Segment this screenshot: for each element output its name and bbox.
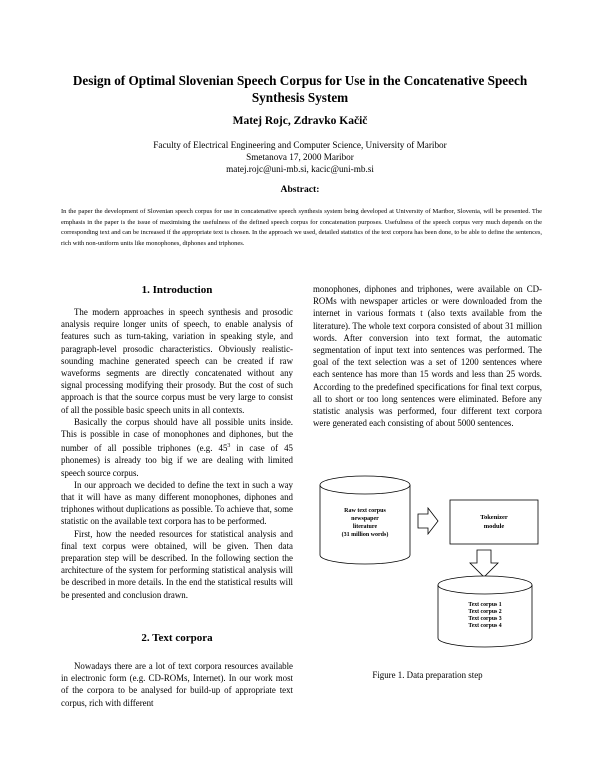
text-corpora-body-continued: [313, 283, 542, 429]
abstract-text: In the paper the development of Slovenian speech corpus for use in concatenative speech synthesis system being developed at University of Maribor, Slovenia, will be presented. The emphasis in the paper is the issue of maximising the usefulness of the defined speech corpus for concatenation purposes. Usefulness of the speech corpus very much depends on the corresponding text and can be increased if the appropriate text is chosen. In the approach we used, detailed statistics of the text corpora has been done, to be able to define the sentences, rich with non-uniform units like monophones, diphones and triphones.: [61, 208, 542, 247]
affiliation-line: Faculty of Electrical Engineering and Computer Science, University of Maribor: [153, 140, 447, 150]
tokenizer-label: module: [483, 523, 505, 530]
paragraph: The modern approaches in speech synthesis and prosodic analysis require longer units of speech, to enable analysis of features such as turn-taking, variation in speaking style, and paragraph-level prosodic characteristics. Obviously realistic-sounding machine generated speech can be created if raw waveforms segments are directly concatenated without any signal processing modifying their prosody. But the cost of such approach is that the source corpus must be very large to consist of all the possible basic speech units in all contexts.: [61, 307, 293, 415]
raw-corpus-label: Raw text corpus: [344, 508, 386, 514]
introduction-body: [61, 306, 293, 601]
paragraph: Nowadays there are a lot of text corpora resources available in electronic form (e.g. CD-ROMs, Internet). In our work most of the corpora to be analysed for build-up of appropriate text corpus, rich with different: [61, 661, 293, 708]
paper-title: Design of Optimal Slovenian Speech Corpus for Use in the Concatenative Speech Synthesis System: [72, 73, 528, 105]
figure-caption: Figure 1. Data preparation step: [372, 670, 483, 680]
text-corpus-label: Text corpus 2: [468, 609, 502, 615]
text-corpus-label: Text corpus 1: [468, 602, 502, 608]
raw-corpus-label: (31 million words): [341, 532, 389, 538]
tokenizer-box: [450, 500, 538, 544]
raw-corpus-label: newspaper: [351, 516, 379, 522]
figure-data-preparation: [310, 470, 550, 650]
paper-authors: Matej Rojc, Zdravko Kačič: [232, 115, 368, 127]
abstract-heading: Abstract:: [280, 184, 320, 195]
raw-corpus-label: literature: [352, 524, 378, 530]
section-heading-introduction: 1. Introduction: [141, 284, 213, 296]
affiliation-address: Smetanova 17, 2000 Maribor: [246, 152, 354, 162]
text-corpus-label: Text corpus 4: [468, 623, 502, 629]
paragraph: First, how the needed resources for statistical analysis and final text corpus were obtained, will be given. Then data preparation step will be described. In the following section the architecture of the system for performing statistical analysis will be described in more details. In the end the statistical results will be presented and conclusion drawn.: [61, 528, 293, 600]
arrow-right-icon: [418, 508, 438, 534]
section-heading-text-corpora: 2. Text corpora: [141, 632, 213, 644]
paragraph: monophones, diphones and triphones, were available on CD-ROMs with newspaper articles or were downloaded from the internet in various formats t (also texts available from the literature). The whole text corpora consisted of about 31 million words. After conversion into text format, the automatic segmentation of input text into sentences was performed. The goal of the text selection was a set of 1200 sentences where each sentence has more than 15 words and less than 25 words. According to the predefined specifications for final text corpus, all to short or too long sentences were eliminated. Before any statistic analysis was performed, four different text corpora were generated each consisting of about 5000 sentences.: [313, 284, 542, 429]
affiliation: [60, 139, 540, 175]
arrow-down-icon: [470, 550, 498, 577]
paragraph: Basically the corpus should have all possible units inside. This is possible in case of monophones and diphones, but the number of all possible triphones (e.g. $45^3$ in case of 45 phonemes) is already too big if we are dealing with limited speech source corpus.: [61, 416, 293, 478]
tokenizer-label: Tokenizer: [480, 514, 508, 521]
text-corpora-cylinder: [438, 576, 532, 647]
text-corpora-body: [61, 660, 293, 709]
raw-corpus-cylinder: [320, 476, 410, 564]
text-corpus-label: Text corpus 3: [468, 616, 502, 622]
paragraph: In our approach we decided to define the text in such a way that it will have as many different monophones, diphones and triphones without duplications as possible. To achieve that, some statistic on the available text corpora has to be performed.: [61, 479, 293, 527]
affiliation-emails: matej.rojc@uni-mb.si, kacic@uni-mb.si: [226, 164, 374, 174]
